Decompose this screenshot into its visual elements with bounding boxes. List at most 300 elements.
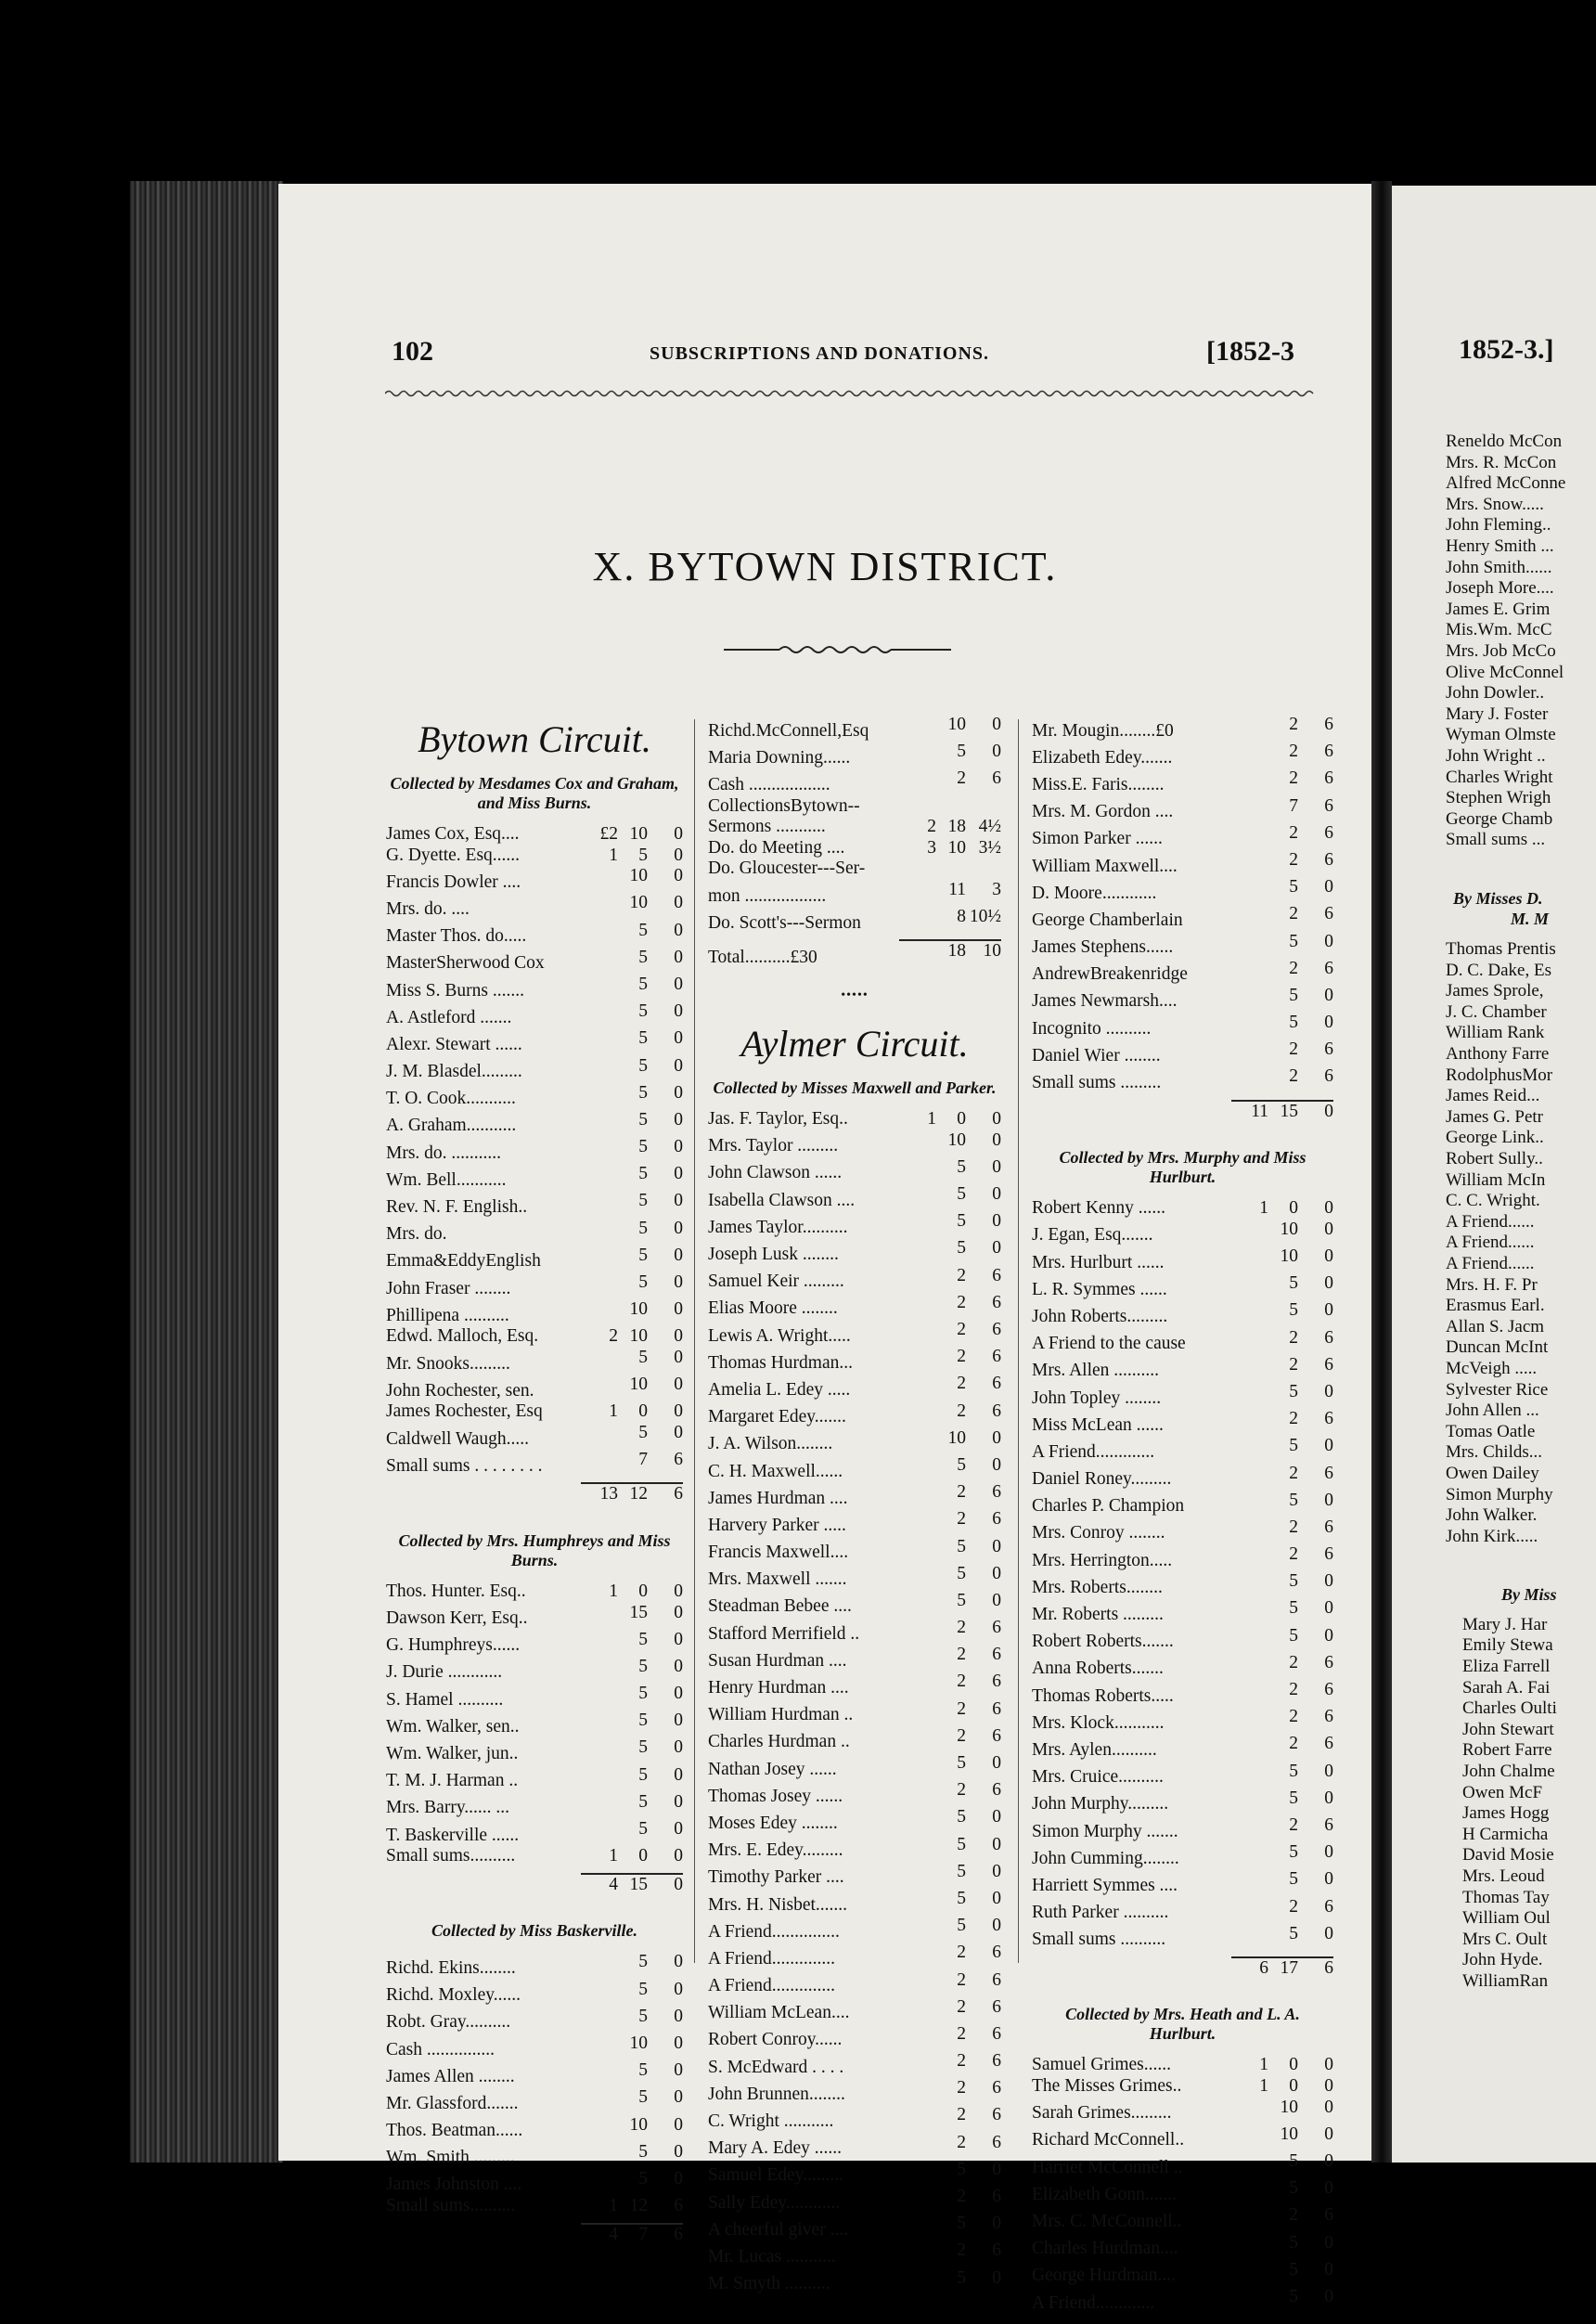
amount-pence: 0	[674, 1055, 683, 1076]
donor-name: Daniel Roney.........	[1032, 1469, 1172, 1490]
amount-pence: 6	[1324, 1039, 1333, 1060]
facing-line: Sarah A. Fai	[1462, 1677, 1551, 1698]
list-item	[708, 2024, 1001, 2051]
amount-pounds	[1248, 1436, 1268, 1457]
amount-pounds: 1	[927, 1109, 936, 1130]
list-item	[1032, 1491, 1333, 1517]
list-item	[386, 846, 683, 867]
amount-shillings: 5	[957, 1888, 966, 1908]
amount-shillings: 5	[1289, 1436, 1298, 1456]
amount-pence: 10½	[969, 907, 1001, 927]
donor-name: Small sums..........	[386, 2196, 516, 2216]
amount-shillings: 5	[1289, 1273, 1298, 1294]
donor-name: James Hurdman ....	[708, 1488, 848, 1508]
amount	[1248, 1544, 1333, 1566]
donor-name: George Chamberlain	[1032, 910, 1183, 930]
amount	[598, 1765, 683, 1787]
total-amount	[598, 2225, 683, 2246]
amount-pence: 0	[1324, 2286, 1333, 2306]
donor-name: Miss S. Burns .......	[386, 980, 524, 1001]
amount-pence: 0	[992, 1130, 1001, 1150]
amount-shillings: 2	[957, 1969, 966, 1990]
amount-pence: 0	[674, 2060, 683, 2081]
amount-pence: 0	[674, 845, 683, 865]
amount-pounds	[916, 1320, 936, 1341]
amount-pence: 6	[992, 2051, 1001, 2072]
amount	[1248, 1355, 1333, 1376]
amount-shillings: 2	[957, 2187, 966, 2206]
amount-pence: 0	[1324, 931, 1333, 951]
amount-shillings: 5	[957, 1211, 966, 1232]
spacer	[386, 1505, 683, 1524]
list-item	[708, 1455, 1001, 1482]
donor-name: Elizabeth Gonn.......	[1032, 2184, 1177, 2204]
amount-shillings: 5	[638, 1055, 648, 1076]
amount	[598, 1246, 683, 1267]
amount-pounds	[916, 1753, 936, 1775]
amount-pounds: 1	[609, 2196, 618, 2216]
amount-shillings: 2	[957, 768, 966, 789]
amount-pence: 0	[674, 893, 683, 913]
amount	[598, 1299, 683, 1321]
donor-name: J. A. Wilson........	[708, 1434, 833, 1454]
donor-name: Mr. Snooks.........	[386, 1353, 510, 1374]
facing-line: Mrs. Leoud	[1462, 1866, 1545, 1886]
amount-pence: 0	[674, 1218, 683, 1238]
list-item	[1032, 1355, 1333, 1382]
facing-line: Robert Sully..	[1446, 1149, 1543, 1168]
amount	[1248, 1436, 1333, 1457]
amount-pounds	[598, 1765, 618, 1787]
list-item	[1032, 1517, 1333, 1544]
collector-heading: Collected by Mrs. Humphreys and Miss Burns.	[398, 1530, 671, 1569]
amount	[598, 1846, 683, 1867]
list-item	[386, 1326, 683, 1348]
list-item	[708, 2160, 1001, 2187]
amount-pounds	[598, 1450, 618, 1471]
list-item	[386, 1765, 683, 1792]
amount	[1248, 1198, 1333, 1220]
amount-shillings: 2	[1289, 822, 1298, 843]
amount-pounds	[1248, 2205, 1268, 2227]
list-item	[386, 1450, 683, 1477]
amount-shillings: 2	[957, 1780, 966, 1801]
amount	[598, 846, 683, 867]
amount-shillings: 2	[957, 1509, 966, 1530]
donor-name: Mrs. Allen ..........	[1032, 1361, 1160, 1381]
donor-name: Francis Dowler ....	[386, 872, 521, 892]
amount	[916, 1970, 1001, 1992]
donor-name: A cheerful giver ....	[708, 2219, 849, 2240]
donor-name: Master Thos. do.....	[386, 926, 527, 947]
amount	[916, 1916, 1001, 1937]
amount-pence: 0	[992, 1427, 1001, 1448]
list-item	[386, 1246, 683, 1272]
amount-pounds	[916, 2214, 936, 2235]
donor-name: Charles Hurdman ..	[708, 1732, 850, 1752]
amount-pence: 0	[674, 1347, 683, 1367]
amount-pounds	[598, 1272, 618, 1294]
amount-pounds	[916, 1293, 936, 1314]
facing-line: Wyman Olmste	[1446, 725, 1556, 745]
page-year: [1852-3	[1206, 336, 1294, 367]
amount-pounds	[916, 1401, 936, 1423]
list-item	[1032, 715, 1333, 742]
amount-shillings: 0	[638, 1846, 648, 1866]
amount-shillings: 2	[957, 2240, 966, 2261]
amount	[1248, 1653, 1333, 1674]
donor-name: Steadman Bebee ....	[708, 1596, 852, 1617]
amount	[1248, 1273, 1333, 1295]
amount-shillings: 2	[1289, 1544, 1298, 1565]
list-item	[386, 1582, 683, 1603]
amount	[916, 1591, 1001, 1612]
list-item	[386, 2196, 683, 2217]
amount-pence: 0	[992, 715, 1001, 734]
list-item	[386, 2169, 683, 2196]
spacer	[1032, 1979, 1333, 1997]
donor-name: Richd. Ekins........	[386, 1957, 516, 1978]
list-item	[1032, 1762, 1333, 1788]
amount-shillings: 2	[1289, 849, 1298, 870]
amount-pounds	[598, 1952, 618, 1973]
amount	[916, 1645, 1001, 1666]
amount	[916, 1997, 1001, 2019]
amount-shillings: 2	[1289, 1707, 1298, 1727]
amount-pence: 6	[674, 1450, 683, 1470]
amount-pounds	[916, 2078, 936, 2099]
amount	[598, 1450, 683, 1471]
amount-shillings: 5	[957, 2214, 966, 2234]
amount	[1248, 850, 1333, 872]
amount-shillings: 5	[1289, 1842, 1298, 1863]
amount-pounds	[598, 1737, 618, 1759]
amount-shillings: 2	[1289, 904, 1298, 924]
facing-line: Mrs. R. McCon	[1446, 452, 1557, 472]
amount-pence: 0	[674, 1602, 683, 1622]
amount-pence: 6	[1324, 1707, 1333, 1727]
amount-shillings: 5	[1289, 2232, 1298, 2253]
list-item	[1032, 1897, 1333, 1924]
facing-line: Stephen Wrigh	[1446, 788, 1551, 808]
list-item	[708, 1184, 1001, 1211]
list-item	[708, 2078, 1001, 2105]
amount-pence: 0	[992, 2159, 1001, 2179]
donor-name: Maria Downing......	[708, 747, 851, 768]
list-item	[708, 2133, 1001, 2160]
donor-name: James Rochester, Esq	[386, 1401, 543, 1422]
list-item	[1032, 1707, 1333, 1734]
amount-shillings: 5	[638, 1791, 648, 1812]
amount-shillings: 5	[638, 1164, 648, 1184]
amount	[598, 1401, 683, 1423]
donor-name: A. Astleford .......	[386, 1007, 512, 1027]
amount-pounds: 2	[609, 1326, 618, 1347]
donor-name: Jas. F. Taylor, Esq..	[708, 1109, 848, 1130]
amount-pence: 0	[1324, 985, 1333, 1005]
amount-shillings: 2	[957, 1698, 966, 1719]
facing-line: John Hyde.	[1462, 1950, 1543, 1970]
amount-shillings: 15	[629, 1602, 648, 1622]
facing-line: A Friend......	[1446, 1211, 1535, 1232]
amount-pounds: 1	[609, 1846, 618, 1866]
amount-pence: 3	[992, 879, 1001, 899]
amount	[916, 2051, 1001, 2072]
amount-pounds	[916, 1645, 936, 1666]
list-item	[1032, 1198, 1333, 1220]
amount	[1248, 1517, 1333, 1539]
amount	[1248, 1409, 1333, 1430]
facing-line: Henry Smith ...	[1446, 536, 1554, 556]
amount-pounds	[916, 1835, 936, 1856]
amount	[1248, 1815, 1333, 1837]
amount-pounds	[1248, 1734, 1268, 1755]
amount-pounds	[916, 1374, 936, 1395]
amount-shillings: 10	[1280, 1219, 1298, 1239]
donor-name: T. Baskerville ......	[386, 1825, 520, 1845]
amount-shillings: 10	[629, 1299, 648, 1320]
list-item	[1032, 1653, 1333, 1680]
amount-pence: 6	[992, 1347, 1001, 1367]
amount-pence: 0	[1324, 2232, 1333, 2253]
list-item	[386, 1737, 683, 1764]
facing-line: Mary J. Foster	[1446, 704, 1549, 724]
amount	[916, 1482, 1001, 1504]
amount-pounds	[598, 1110, 618, 1131]
list-item	[1032, 2098, 1333, 2124]
amount-pence: 6	[992, 2023, 1001, 2044]
collector-heading: Collected by Mesdames Cox and Graham, and Miss Burns.	[390, 774, 679, 812]
donor-name: Mr. Roberts .........	[1032, 1605, 1164, 1625]
amount-pounds	[598, 1299, 618, 1321]
list-item	[386, 1219, 683, 1246]
amount-shillings: 5	[957, 1184, 966, 1205]
amount-shillings: 0	[638, 1401, 648, 1422]
donor-name: George Hurdman....	[1032, 2266, 1177, 2286]
amount-pounds	[916, 768, 936, 790]
donor-name: William Maxwell....	[1032, 856, 1178, 876]
facing-line: Mrs. Job McCo	[1446, 640, 1556, 661]
donor-name: Emma&EddyEnglish	[386, 1251, 541, 1272]
amount-shillings: 5	[638, 1001, 648, 1022]
donor-name: A Friend...............	[708, 1921, 840, 1942]
amount-pounds	[1248, 1246, 1268, 1268]
amount	[598, 1711, 683, 1732]
list-item	[1032, 2260, 1333, 2287]
donor-name: James Stephens......	[1032, 937, 1174, 958]
amount-pence: 4½	[978, 817, 1001, 837]
amount-pounds	[1248, 1544, 1268, 1566]
amount-pounds	[1248, 1707, 1268, 1728]
list-item	[708, 1564, 1001, 1591]
amount-pounds: 1	[609, 1581, 618, 1601]
circuit-title: Bytown Circuit.	[418, 718, 651, 760]
list-item	[1032, 1788, 1333, 1815]
amount-pence: 6	[992, 1698, 1001, 1719]
list-item	[708, 1889, 1001, 1916]
amount-pounds	[598, 2169, 618, 2190]
list-item	[708, 1238, 1001, 1265]
amount-pence: 6	[992, 2187, 1001, 2206]
amount-shillings: 2	[1289, 1039, 1298, 1060]
amount-pence: 6	[992, 1509, 1001, 1530]
donor-name: M. Smyth ..........	[708, 2274, 830, 2294]
amount-pence: 0	[1324, 2178, 1333, 2199]
amount-pence: 0	[1324, 1761, 1333, 1781]
donor-name: Mrs. Barry...... ...	[386, 1798, 510, 1818]
amount-pence: 0	[992, 1184, 1001, 1205]
amount-pounds	[916, 1537, 936, 1558]
amount-pounds	[916, 880, 936, 901]
facing-line: John Stewart	[1462, 1719, 1554, 1739]
facing-line: RodolphusMor	[1446, 1065, 1553, 1085]
amount-pounds	[916, 1591, 936, 1612]
amount-shillings: 10	[629, 866, 648, 886]
amount-pounds	[598, 921, 618, 942]
donor-name: J. M. Blasdel.........	[386, 1062, 522, 1082]
donor-name: Lewis A. Wright.....	[708, 1325, 851, 1346]
amount-pence: 0	[992, 1753, 1001, 1773]
amount-pounds	[598, 1423, 618, 1444]
amount-shillings: 2	[1289, 2205, 1298, 2226]
collector-heading: Collected by Miss Baskerville.	[431, 1921, 637, 1941]
district-title: X. BYTOWN DISTRICT.	[592, 544, 1058, 589]
facing-line: Mrs C. Oult	[1462, 1929, 1548, 1949]
total-pounds: 4	[609, 2224, 618, 2244]
amount-pence: 0	[992, 1563, 1001, 1583]
donor-name: The Misses Grimes..	[1032, 2076, 1182, 2097]
amount-shillings: 5	[638, 1137, 648, 1157]
amount	[916, 2078, 1001, 2099]
donor-name: Daniel Wier ........	[1032, 1045, 1161, 1065]
amount-shillings: 2	[957, 1374, 966, 1394]
amount-pounds	[916, 742, 936, 763]
list-item	[386, 948, 683, 975]
amount-shillings: 5	[957, 1454, 966, 1475]
spacer	[1032, 1122, 1333, 1141]
amount-shillings: 5	[638, 1764, 648, 1785]
facing-collector-heading-3: By Miss	[1501, 1585, 1557, 1605]
amount-pounds: 1	[609, 1401, 618, 1422]
amount-pence: 6	[992, 1292, 1001, 1312]
donor-name: Phillipena ..........	[386, 1305, 509, 1325]
amount-shillings: 7	[1289, 795, 1298, 816]
amount-pence: 0	[1324, 2055, 1333, 2075]
list-item	[708, 1618, 1001, 1645]
amount-pounds	[598, 1191, 618, 1212]
facing-line: William McIn	[1446, 1169, 1546, 1190]
amount-pounds	[598, 866, 618, 887]
facing-line: William Rank	[1446, 1023, 1545, 1043]
donor-name: A Friend to the cause	[1032, 1334, 1186, 1354]
amount-pounds	[916, 1807, 936, 1828]
amount-pounds	[598, 1001, 618, 1023]
amount-shillings: 0	[1289, 2076, 1298, 2097]
donor-name: J. Egan, Esq.......	[1032, 1225, 1153, 1246]
donor-name: Wm. Walker, sen..	[386, 1716, 520, 1737]
amount	[598, 1028, 683, 1050]
donor-name: Cash ..................	[708, 774, 830, 794]
amount	[916, 1238, 1001, 1259]
amount-pence: 6	[1324, 1354, 1333, 1375]
donor-name: mon ..................	[708, 885, 827, 906]
list-item	[386, 2087, 683, 2114]
amount-pence: 0	[992, 1454, 1001, 1475]
facing-line: Robert Farre	[1462, 1740, 1552, 1761]
amount-pence: 0	[674, 1656, 683, 1676]
donor-name: Do. Scott's---Sermon	[708, 912, 861, 933]
list-item	[1032, 1815, 1333, 1842]
amount-pence: 0	[674, 1979, 683, 1999]
donor-name: Do. do Meeting ....	[708, 837, 845, 858]
list-item	[1032, 850, 1333, 877]
amount-pence: 6	[1324, 1734, 1333, 1754]
list-item	[1032, 1869, 1333, 1896]
column-rule-2	[1018, 719, 1019, 1963]
donor-name: C. H. Maxwell......	[708, 1461, 843, 1481]
amount-pence: 0	[674, 2006, 683, 2026]
amount-pence: 6	[1324, 1517, 1333, 1537]
donor-name: Mrs. C. McConnell..	[1032, 2212, 1182, 2231]
donor-name: MasterSherwood Cox	[386, 953, 545, 974]
amount-pounds	[916, 1157, 936, 1179]
total-shillings: 18	[947, 941, 966, 962]
amount-pence: 0	[674, 2114, 683, 2135]
donor-name: CollectionsBytown--	[708, 795, 860, 816]
facing-line: Eliza Farrell	[1462, 1657, 1551, 1677]
total-row	[1032, 1102, 1333, 1123]
amount-pounds	[598, 1083, 618, 1104]
amount-shillings: 2	[1289, 1680, 1298, 1699]
amount	[598, 824, 683, 846]
amount-pounds	[1248, 1491, 1268, 1512]
donor-name: Samuel Edey.........	[708, 2165, 844, 2186]
amount-shillings: 5	[638, 1245, 648, 1265]
amount-pounds: 1	[609, 845, 618, 865]
donor-name: Miss.E. Faris........	[1032, 774, 1165, 794]
list-item	[386, 1846, 683, 1867]
list-item	[386, 1952, 683, 1979]
donor-name: Nathan Josey ......	[708, 1759, 837, 1779]
list-item	[708, 1970, 1001, 1997]
amount-pence: 0	[992, 1109, 1001, 1130]
amount-pence: 6	[992, 2132, 1001, 2152]
amount-pounds	[1248, 2233, 1268, 2254]
list-item	[708, 2105, 1001, 2132]
amount-pounds	[916, 2240, 936, 2262]
book-gutter	[1371, 181, 1392, 2163]
donor-name: Richd.McConnell,Esq	[708, 720, 869, 741]
amount-pence: 0	[674, 2141, 683, 2162]
facing-line: James G. Petr	[1446, 1106, 1544, 1127]
amount-pounds	[1248, 1382, 1268, 1403]
amount-shillings: 5	[638, 920, 648, 940]
amount	[598, 1657, 683, 1678]
amount-pounds	[1248, 1815, 1268, 1837]
donor-name: Do. Gloucester---Ser-	[708, 859, 866, 879]
amount-pounds	[1248, 1013, 1268, 1034]
amount-shillings: 0	[1289, 1198, 1298, 1219]
donor-name: John Topley ........	[1032, 1388, 1162, 1408]
amount-shillings: 10	[1280, 1246, 1298, 1266]
amount-pounds	[1248, 850, 1268, 872]
amount-pence: 0	[674, 2033, 683, 2053]
amount-pence: 0	[674, 1326, 683, 1347]
amount-shillings: 2	[1289, 742, 1298, 762]
list-item	[1032, 1842, 1333, 1869]
donor-name: John Cumming........	[1032, 1848, 1179, 1868]
amount-pence: 0	[674, 1684, 683, 1704]
